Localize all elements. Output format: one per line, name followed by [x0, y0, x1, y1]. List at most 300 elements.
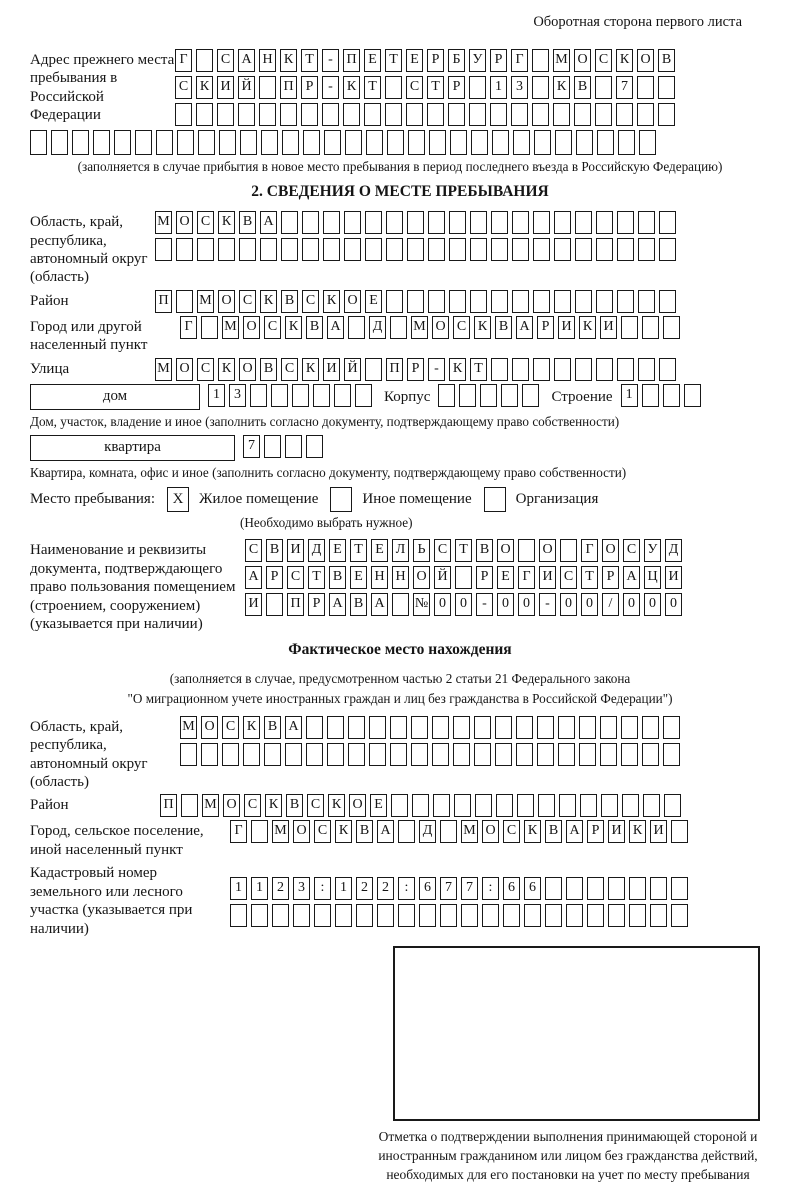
- char-cell: П: [386, 358, 403, 381]
- char-cell: Е: [329, 539, 346, 562]
- char-cell: К: [323, 290, 340, 313]
- char-cell: [495, 716, 512, 739]
- char-cell: К: [629, 820, 646, 843]
- char-cell: [201, 743, 218, 766]
- char-cell: [364, 103, 381, 126]
- house-field-box: дом: [30, 384, 200, 410]
- char-cell: К: [260, 290, 277, 313]
- char-cell: С: [281, 358, 298, 381]
- char-cell: П: [343, 49, 360, 72]
- char-cell: [638, 290, 655, 313]
- char-cell: [449, 211, 466, 234]
- char-cell: :: [314, 877, 331, 900]
- char-cell: [596, 238, 613, 261]
- char-cell: С: [314, 820, 331, 843]
- char-cell: Е: [365, 290, 382, 313]
- char-cell: [343, 103, 360, 126]
- char-cell: И: [665, 566, 682, 589]
- char-grid-row: [245, 539, 682, 562]
- char-cell: [516, 716, 533, 739]
- char-cell: С: [406, 76, 423, 99]
- char-cell: [470, 290, 487, 313]
- char-cell: [449, 290, 466, 313]
- stroenie-label: Строение: [551, 388, 613, 405]
- char-cell: [428, 290, 445, 313]
- char-cell: [587, 904, 604, 927]
- char-cell: Г: [511, 49, 528, 72]
- char-cell: Р: [448, 76, 465, 99]
- char-cell: 2: [272, 877, 289, 900]
- city-label: Город или другой населенный пункт: [30, 318, 148, 354]
- char-cell: [259, 76, 276, 99]
- char-cell: 0: [560, 593, 577, 616]
- char-cell: [455, 566, 472, 589]
- char-cell: [222, 743, 239, 766]
- actual-district-block: [30, 794, 770, 817]
- char-cell: [344, 211, 361, 234]
- char-cell: [449, 238, 466, 261]
- char-cell: [492, 130, 509, 155]
- char-cell: Ц: [644, 566, 661, 589]
- char-cell: А: [327, 316, 344, 339]
- char-cell: [524, 904, 541, 927]
- char-cell: [470, 211, 487, 234]
- char-cell: [385, 103, 402, 126]
- char-cell: [474, 716, 491, 739]
- char-cell: [428, 238, 445, 261]
- korpus-label: Корпус: [384, 388, 431, 405]
- char-cell: С: [287, 566, 304, 589]
- char-cell: Л: [392, 539, 409, 562]
- char-cell: [412, 794, 429, 817]
- char-cell: [596, 290, 613, 313]
- char-cell: П: [280, 76, 297, 99]
- char-cell: :: [482, 877, 499, 900]
- prev-address-block: [30, 49, 770, 126]
- char-cell: К: [474, 316, 491, 339]
- char-cell: [176, 238, 193, 261]
- char-cell: [386, 238, 403, 261]
- char-cell: [390, 716, 407, 739]
- char-cell: К: [449, 358, 466, 381]
- char-cell: В: [545, 820, 562, 843]
- char-cell: [684, 384, 701, 407]
- char-cell: [51, 130, 68, 155]
- char-cell: А: [238, 49, 255, 72]
- char-cell: [490, 103, 507, 126]
- char-cell: С: [245, 539, 262, 562]
- char-cell: [218, 238, 235, 261]
- char-cell: [453, 716, 470, 739]
- char-cell: [303, 130, 320, 155]
- char-cell: [503, 904, 520, 927]
- char-cell: С: [560, 566, 577, 589]
- char-cell: [180, 743, 197, 766]
- char-cell: [659, 358, 676, 381]
- char-cell: В: [476, 539, 493, 562]
- char-cell: [440, 820, 457, 843]
- char-cell: [533, 211, 550, 234]
- char-cell: [459, 384, 476, 407]
- char-cell: [663, 716, 680, 739]
- region-grid: [155, 211, 676, 261]
- char-cell: [334, 384, 351, 407]
- char-cell: [638, 358, 655, 381]
- char-cell: [517, 794, 534, 817]
- char-cell: [595, 76, 612, 99]
- char-cell: [411, 716, 428, 739]
- char-cell: К: [335, 820, 352, 843]
- char-grid-row: [175, 76, 675, 99]
- char-cell: [566, 904, 583, 927]
- char-cell: [579, 716, 596, 739]
- char-cell: [322, 103, 339, 126]
- char-cell: [629, 904, 646, 927]
- char-cell: [533, 358, 550, 381]
- char-cell: [427, 103, 444, 126]
- char-cell: 6: [524, 877, 541, 900]
- char-cell: Т: [427, 76, 444, 99]
- char-cell: [496, 794, 513, 817]
- char-cell: 2: [377, 877, 394, 900]
- char-cell: 7: [461, 877, 478, 900]
- char-cell: [407, 290, 424, 313]
- char-cell: В: [239, 211, 256, 234]
- char-grid-row: [155, 290, 676, 313]
- char-cell: [597, 130, 614, 155]
- char-cell: О: [344, 290, 361, 313]
- char-cell: В: [266, 539, 283, 562]
- char-cell: [440, 904, 457, 927]
- char-cell: К: [524, 820, 541, 843]
- char-cell: Ь: [413, 539, 430, 562]
- char-cell: [576, 130, 593, 155]
- house-number-grid: [208, 384, 372, 407]
- char-cell: О: [176, 358, 193, 381]
- char-cell: В: [306, 316, 323, 339]
- char-cell: [554, 211, 571, 234]
- char-cell: [181, 794, 198, 817]
- char-cell: Т: [301, 49, 318, 72]
- char-cell: 7: [243, 435, 260, 458]
- char-cell: И: [323, 358, 340, 381]
- region-label: Область, край, республика, автономный округ (область): [30, 214, 148, 286]
- char-cell: [306, 743, 323, 766]
- char-cell: В: [574, 76, 591, 99]
- char-cell: [537, 743, 554, 766]
- char-cell: [664, 794, 681, 817]
- char-cell: П: [287, 593, 304, 616]
- char-cell: [637, 103, 654, 126]
- char-cell: [385, 76, 402, 99]
- char-cell: [516, 743, 533, 766]
- char-cell: [461, 904, 478, 927]
- char-cell: М: [202, 794, 219, 817]
- char-cell: [454, 794, 471, 817]
- char-cell: [407, 211, 424, 234]
- char-cell: М: [155, 211, 172, 234]
- char-cell: [306, 435, 323, 458]
- char-cell: [243, 743, 260, 766]
- char-cell: [419, 904, 436, 927]
- char-cell: К: [218, 358, 235, 381]
- char-cell: [475, 794, 492, 817]
- char-cell: Р: [476, 566, 493, 589]
- char-cell: [650, 877, 667, 900]
- char-cell: [391, 794, 408, 817]
- char-cell: К: [302, 358, 319, 381]
- char-cell: -: [539, 593, 556, 616]
- char-cell: К: [218, 211, 235, 234]
- actual-region-label: Область, край, республика, автономный округ (область): [30, 718, 148, 791]
- char-cell: [272, 904, 289, 927]
- actual-city-label: Город, сельское поселение, иной населенный пункт: [30, 823, 204, 858]
- char-cell: Г: [518, 566, 535, 589]
- char-cell: 6: [503, 877, 520, 900]
- char-cell: С: [264, 316, 281, 339]
- char-cell: [580, 794, 597, 817]
- char-cell: В: [658, 49, 675, 72]
- char-cell: [533, 238, 550, 261]
- char-cell: С: [197, 358, 214, 381]
- char-cell: [522, 384, 539, 407]
- char-cell: [512, 290, 529, 313]
- char-cell: 1: [335, 877, 352, 900]
- char-cell: №: [413, 593, 430, 616]
- char-cell: [345, 130, 362, 155]
- char-cell: О: [574, 49, 591, 72]
- document-grid: [245, 539, 682, 616]
- char-cell: [261, 130, 278, 155]
- char-cell: В: [350, 593, 367, 616]
- char-cell: [642, 316, 659, 339]
- char-cell: [327, 743, 344, 766]
- char-cell: А: [329, 593, 346, 616]
- char-cell: А: [285, 716, 302, 739]
- section2-title: 2. СВЕДЕНИЯ О МЕСТЕ ПРЕБЫВАНИЯ: [251, 183, 549, 201]
- char-cell: [453, 743, 470, 766]
- char-cell: 6: [419, 877, 436, 900]
- char-cell: [198, 130, 215, 155]
- apartment-note: Квартира, комната, офис и иное (заполнить согласно документу, подтверждающему право собственности): [30, 464, 627, 480]
- char-cell: [390, 743, 407, 766]
- char-cell: 1: [230, 877, 247, 900]
- document-label: Наименование и реквизиты документа, подтверждающего право пользования помещением (строением, сооружением) (указывается при наличии): [30, 542, 236, 632]
- char-cell: [398, 904, 415, 927]
- char-cell: [313, 384, 330, 407]
- char-cell: Й: [434, 566, 451, 589]
- char-cell: [482, 904, 499, 927]
- char-grid-row-full: [30, 130, 770, 155]
- char-cell: О: [413, 566, 430, 589]
- char-cell: [264, 743, 281, 766]
- char-cell: [663, 743, 680, 766]
- char-grid-row: [230, 904, 688, 927]
- char-cell: [491, 211, 508, 234]
- option-residential-label: Жилое помещение: [199, 491, 319, 508]
- char-cell: [596, 358, 613, 381]
- char-cell: [491, 358, 508, 381]
- char-cell: [196, 103, 213, 126]
- char-cell: 7: [440, 877, 457, 900]
- char-cell: [377, 904, 394, 927]
- char-cell: Р: [490, 49, 507, 72]
- char-cell: [260, 238, 277, 261]
- char-grid-row: [245, 566, 682, 589]
- char-cell: [659, 211, 676, 234]
- char-cell: [302, 211, 319, 234]
- char-cell: -: [322, 49, 339, 72]
- char-cell: [642, 384, 659, 407]
- char-cell: [575, 238, 592, 261]
- char-cell: Н: [371, 566, 388, 589]
- char-cell: В: [286, 794, 303, 817]
- char-cell: [264, 435, 281, 458]
- char-cell: [428, 211, 445, 234]
- char-cell: [285, 435, 302, 458]
- char-cell: О: [201, 716, 218, 739]
- char-cell: Н: [392, 566, 409, 589]
- char-cell: [175, 103, 192, 126]
- char-cell: [176, 290, 193, 313]
- char-grid-row: [155, 358, 676, 381]
- char-cell: [230, 904, 247, 927]
- char-cell: [638, 238, 655, 261]
- char-cell: 0: [518, 593, 535, 616]
- char-cell: [259, 103, 276, 126]
- char-cell: [327, 716, 344, 739]
- char-cell: [280, 103, 297, 126]
- char-cell: П: [160, 794, 177, 817]
- char-cell: -: [476, 593, 493, 616]
- actual-district-label: Район: [30, 797, 69, 814]
- char-cell: [429, 130, 446, 155]
- char-cell: 1: [208, 384, 225, 407]
- street-block: [30, 358, 770, 381]
- char-cell: Р: [537, 316, 554, 339]
- char-cell: Б: [448, 49, 465, 72]
- char-cell: [292, 384, 309, 407]
- actual-location-note-2: "О миграционном учете иностранных граждан и лиц без гражданства в Российской Федерации"): [127, 690, 673, 706]
- char-cell: С: [217, 49, 234, 72]
- char-cell: О: [176, 211, 193, 234]
- apartment-row: [30, 435, 770, 461]
- char-cell: [621, 743, 638, 766]
- char-cell: [114, 130, 131, 155]
- char-cell: [617, 238, 634, 261]
- char-cell: О: [539, 539, 556, 562]
- char-cell: [512, 211, 529, 234]
- actual-location-notes: [30, 669, 770, 707]
- char-cell: [348, 716, 365, 739]
- char-cell: 1: [490, 76, 507, 99]
- char-cell: И: [287, 539, 304, 562]
- char-cell: Р: [427, 49, 444, 72]
- char-cell: С: [595, 49, 612, 72]
- char-cell: К: [328, 794, 345, 817]
- char-cell: И: [558, 316, 575, 339]
- char-cell: [533, 290, 550, 313]
- prev-address-note: (заполняется в случае прибытия в новое место пребывания в период последнего въезда в Российскую Федерацию): [77, 159, 723, 174]
- char-cell: [629, 877, 646, 900]
- char-cell: [537, 716, 554, 739]
- actual-region-grid: [180, 716, 680, 766]
- char-cell: [470, 238, 487, 261]
- char-cell: 3: [293, 877, 310, 900]
- char-cell: С: [222, 716, 239, 739]
- char-cell: [266, 593, 283, 616]
- char-cell: А: [371, 593, 388, 616]
- prev-address-label: Адрес прежнего места пребывания в Российской Федерации: [30, 52, 175, 124]
- char-cell: [72, 130, 89, 155]
- char-grid-row: [230, 820, 688, 843]
- char-cell: И: [245, 593, 262, 616]
- char-cell: [386, 290, 403, 313]
- char-cell: [518, 539, 535, 562]
- char-cell: [600, 716, 617, 739]
- char-cell: [344, 238, 361, 261]
- checkbox-residential: X: [167, 487, 189, 512]
- char-cell: Р: [301, 76, 318, 99]
- char-cell: 7: [616, 76, 633, 99]
- char-cell: С: [239, 290, 256, 313]
- char-cell: Т: [581, 566, 598, 589]
- char-cell: [560, 539, 577, 562]
- cadastre-grid: [230, 877, 688, 927]
- char-cell: [512, 358, 529, 381]
- char-cell: [30, 130, 47, 155]
- char-cell: :: [398, 877, 415, 900]
- char-cell: [671, 820, 688, 843]
- char-cell: [306, 716, 323, 739]
- char-cell: [663, 316, 680, 339]
- char-cell: [398, 820, 415, 843]
- char-cell: [471, 130, 488, 155]
- char-cell: [335, 904, 352, 927]
- char-cell: [608, 877, 625, 900]
- char-cell: [251, 820, 268, 843]
- char-grid-row: [245, 593, 682, 616]
- char-cell: [238, 103, 255, 126]
- char-cell: Н: [259, 49, 276, 72]
- document-block: [30, 539, 770, 633]
- actual-city-block: [30, 820, 770, 859]
- char-cell: [617, 211, 634, 234]
- char-cell: Т: [385, 49, 402, 72]
- char-cell: М: [272, 820, 289, 843]
- char-cell: К: [579, 316, 596, 339]
- street-label: Улица: [30, 360, 70, 377]
- char-cell: [281, 238, 298, 261]
- char-cell: [314, 904, 331, 927]
- char-cell: [408, 130, 425, 155]
- char-cell: [302, 238, 319, 261]
- cadastre-label: Кадастровый номер земельного или лесного участка (указывается при наличии): [30, 865, 193, 937]
- char-cell: А: [516, 316, 533, 339]
- char-cell: О: [223, 794, 240, 817]
- char-cell: [135, 130, 152, 155]
- char-cell: [365, 358, 382, 381]
- char-cell: [356, 904, 373, 927]
- char-cell: [671, 904, 688, 927]
- char-cell: [366, 130, 383, 155]
- char-cell: [469, 103, 486, 126]
- char-cell: О: [218, 290, 235, 313]
- char-cell: [512, 238, 529, 261]
- char-cell: [532, 49, 549, 72]
- char-cell: О: [637, 49, 654, 72]
- char-cell: О: [432, 316, 449, 339]
